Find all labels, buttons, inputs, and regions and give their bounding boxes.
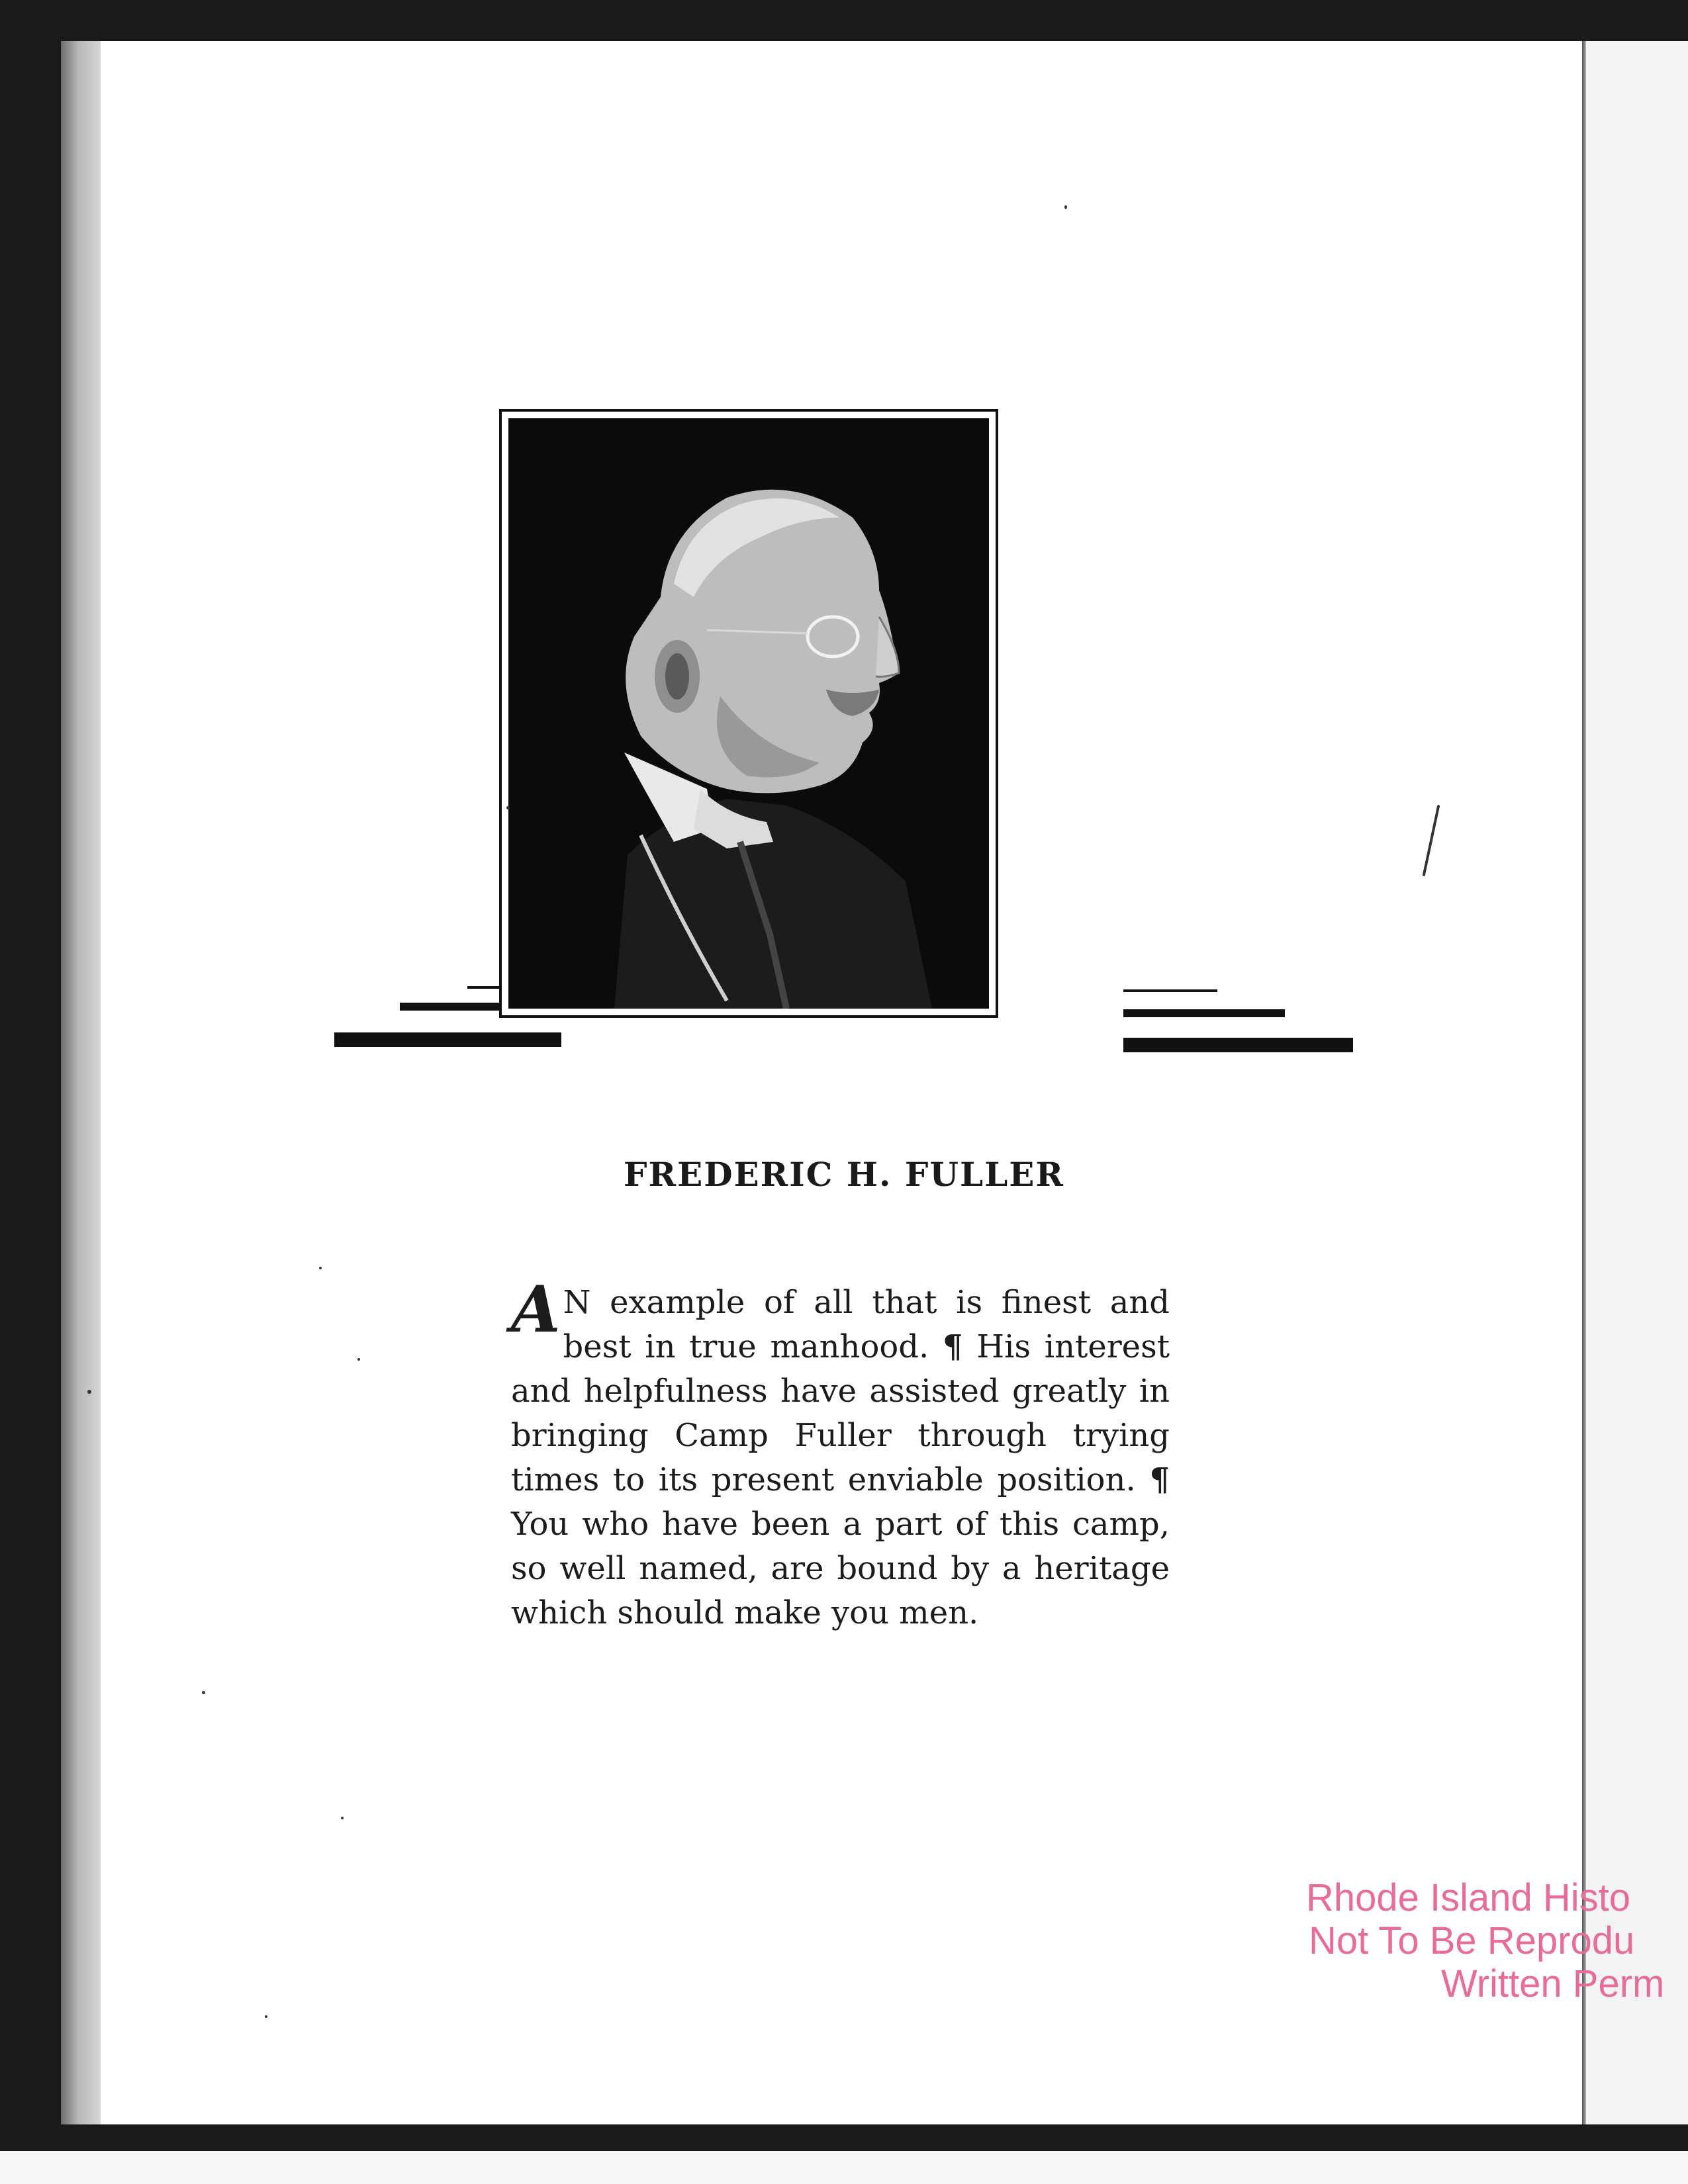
scan-edge-left xyxy=(0,0,61,2184)
scan-margin-bottom xyxy=(0,2151,1688,2184)
pilcrow-mark: ¶ xyxy=(1149,1461,1170,1498)
page xyxy=(101,41,1582,2124)
scan-speck xyxy=(1064,205,1067,209)
portrait-photo xyxy=(508,418,989,1009)
scan-edge-bottom xyxy=(61,2124,1688,2151)
scan-speck xyxy=(341,1817,344,1819)
portrait-illustration xyxy=(508,418,989,1009)
scan-speck xyxy=(202,1691,205,1694)
stamp-line-2: Not To Be Reprodu xyxy=(1309,1919,1635,1962)
stamp-line-3: Written Perm xyxy=(1441,1962,1665,2005)
person-name-heading: FREDERIC H. FULLER xyxy=(624,1155,1064,1194)
pilcrow-mark: ¶ xyxy=(942,1328,963,1365)
archive-stamp xyxy=(1301,1876,1688,2005)
tribute-paragraph xyxy=(511,1272,1170,1635)
body-text-3: You who have been a part of this camp, so well named, are bound by a heritage which should make you men. xyxy=(511,1506,1170,1631)
scan-speck xyxy=(506,806,510,809)
body-text-2: His interest and helpfulness have assisted greatly in bringing Camp Fuller through trying times to its present enviable position. xyxy=(511,1328,1170,1498)
stamp-line-1: Rhode Island Histo xyxy=(1306,1876,1631,1919)
body-text-1: N example of all that is finest and best in true manhood. xyxy=(563,1284,1170,1365)
rule-left-thick xyxy=(334,1032,561,1047)
scan-speck xyxy=(87,1390,91,1394)
next-page-edge xyxy=(1586,41,1688,2124)
scan-edge-top xyxy=(0,0,1688,41)
rule-right-mid xyxy=(1123,1009,1285,1017)
scan-speck xyxy=(319,1267,322,1269)
scan-speck xyxy=(265,2015,267,2018)
drop-cap: A xyxy=(511,1272,561,1347)
rule-right-thick xyxy=(1123,1038,1353,1052)
rule-right-thin xyxy=(1123,989,1217,992)
scan-speck xyxy=(357,1358,360,1361)
scan-shadow-left xyxy=(61,41,101,2159)
portrait-frame xyxy=(499,409,998,1018)
